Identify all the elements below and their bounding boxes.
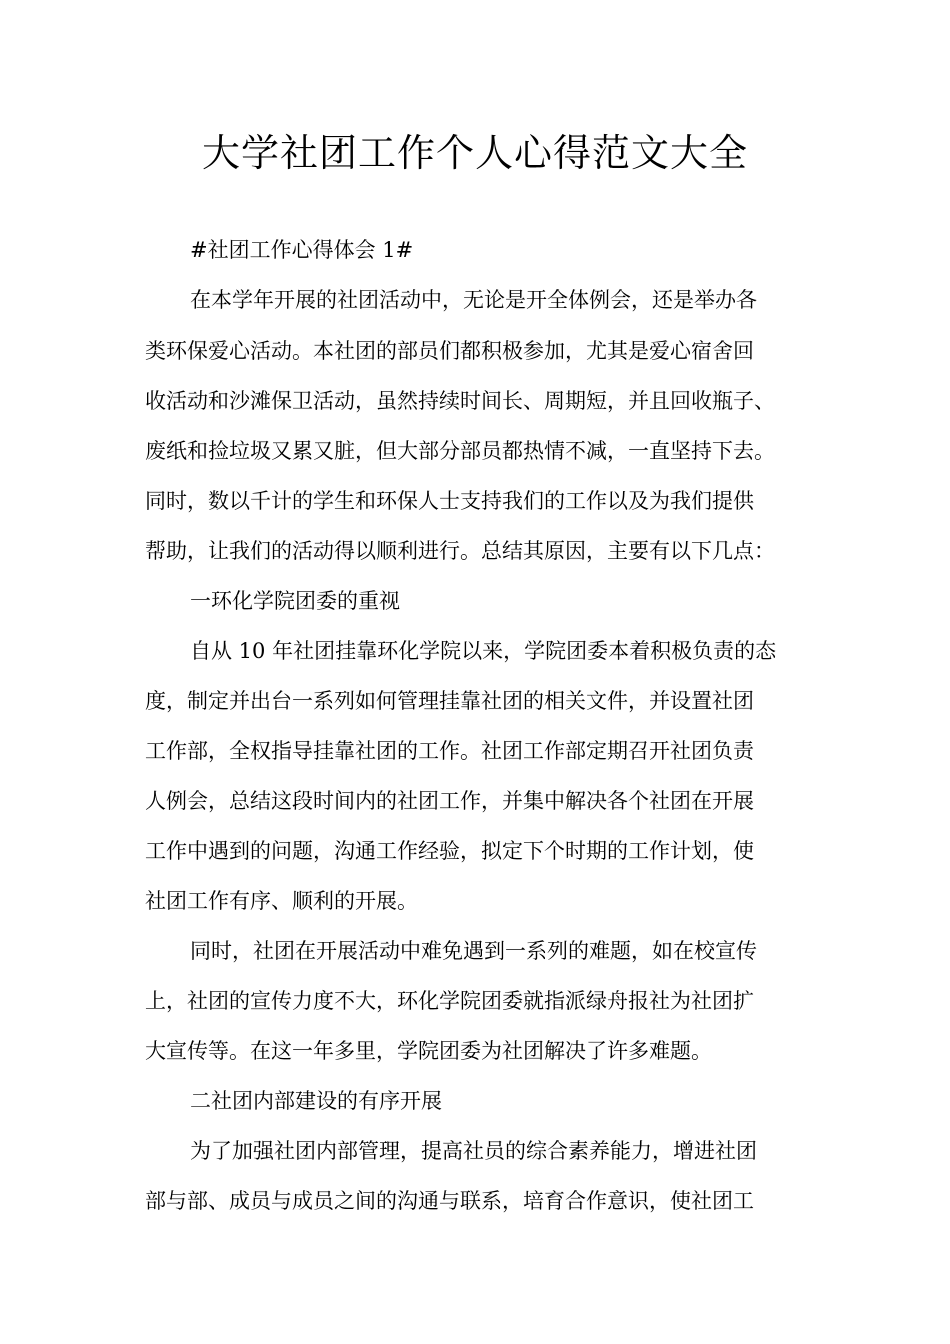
paragraph-line: 为了加强社团内部管理，提高社员的综合素养能力，增进社团 [190, 1139, 757, 1163]
section-heading: #社团工作心得体会 1# [190, 238, 414, 262]
paragraph-line: 同时，数以千计的学生和环保人士支持我们的工作以及为我们提供 [145, 489, 754, 513]
paragraph-line: 上，社团的宣传力度不大，环化学院团委就指派绿舟报社为社团扩 [145, 989, 754, 1013]
paragraph-line: 同时，社团在开展活动中难免遇到一系列的难题，如在校宣传 [190, 939, 757, 963]
paragraph-line: 废纸和捡垃圾又累又脏，但大部分部员都热情不减，一直坚持下去。 [145, 439, 775, 463]
page-title: 大学社团工作个人心得范文大全 [201, 131, 748, 175]
paragraph-line: 度，制定并出台一系列如何管理挂靠社团的相关文件，并设置社团 [145, 689, 754, 713]
paragraph-line: 在本学年开展的社团活动中，无论是开全体例会，还是举办各 [190, 288, 757, 312]
paragraph-line: 工作部，全权指导挂靠社团的工作。社团工作部定期召开社团负责 [145, 739, 754, 763]
section-heading: 二社团内部建设的有序开展 [190, 1089, 442, 1113]
paragraph-line: 社团工作有序、顺利的开展。 [145, 889, 418, 913]
paragraph-line: 部与部、成员与成员之间的沟通与联系，培育合作意识，使社团工 [145, 1189, 754, 1213]
paragraph-line: 大宣传等。在这一年多里，学院团委为社团解决了许多难题。 [145, 1039, 712, 1063]
paragraph-line: 类环保爱心活动。本社团的部员们都积极参加，尤其是爱心宿舍回 [145, 339, 754, 363]
paragraph-line: 帮助，让我们的活动得以顺利进行。总结其原因，主要有以下几点： [145, 539, 775, 563]
paragraph-line: 自从 10 年社团挂靠环化学院以来，学院团委本着积极负责的态 [190, 639, 777, 663]
section-heading: 一环化学院团委的重视 [190, 589, 400, 613]
paragraph-line: 工作中遇到的问题，沟通工作经验，拟定下个时期的工作计划，使 [145, 839, 754, 863]
paragraph-line: 人例会，总结这段时间内的社团工作，并集中解决各个社团在开展 [145, 789, 754, 813]
paragraph-line: 收活动和沙滩保卫活动，虽然持续时间长、周期短，并且回收瓶子、 [145, 389, 775, 413]
